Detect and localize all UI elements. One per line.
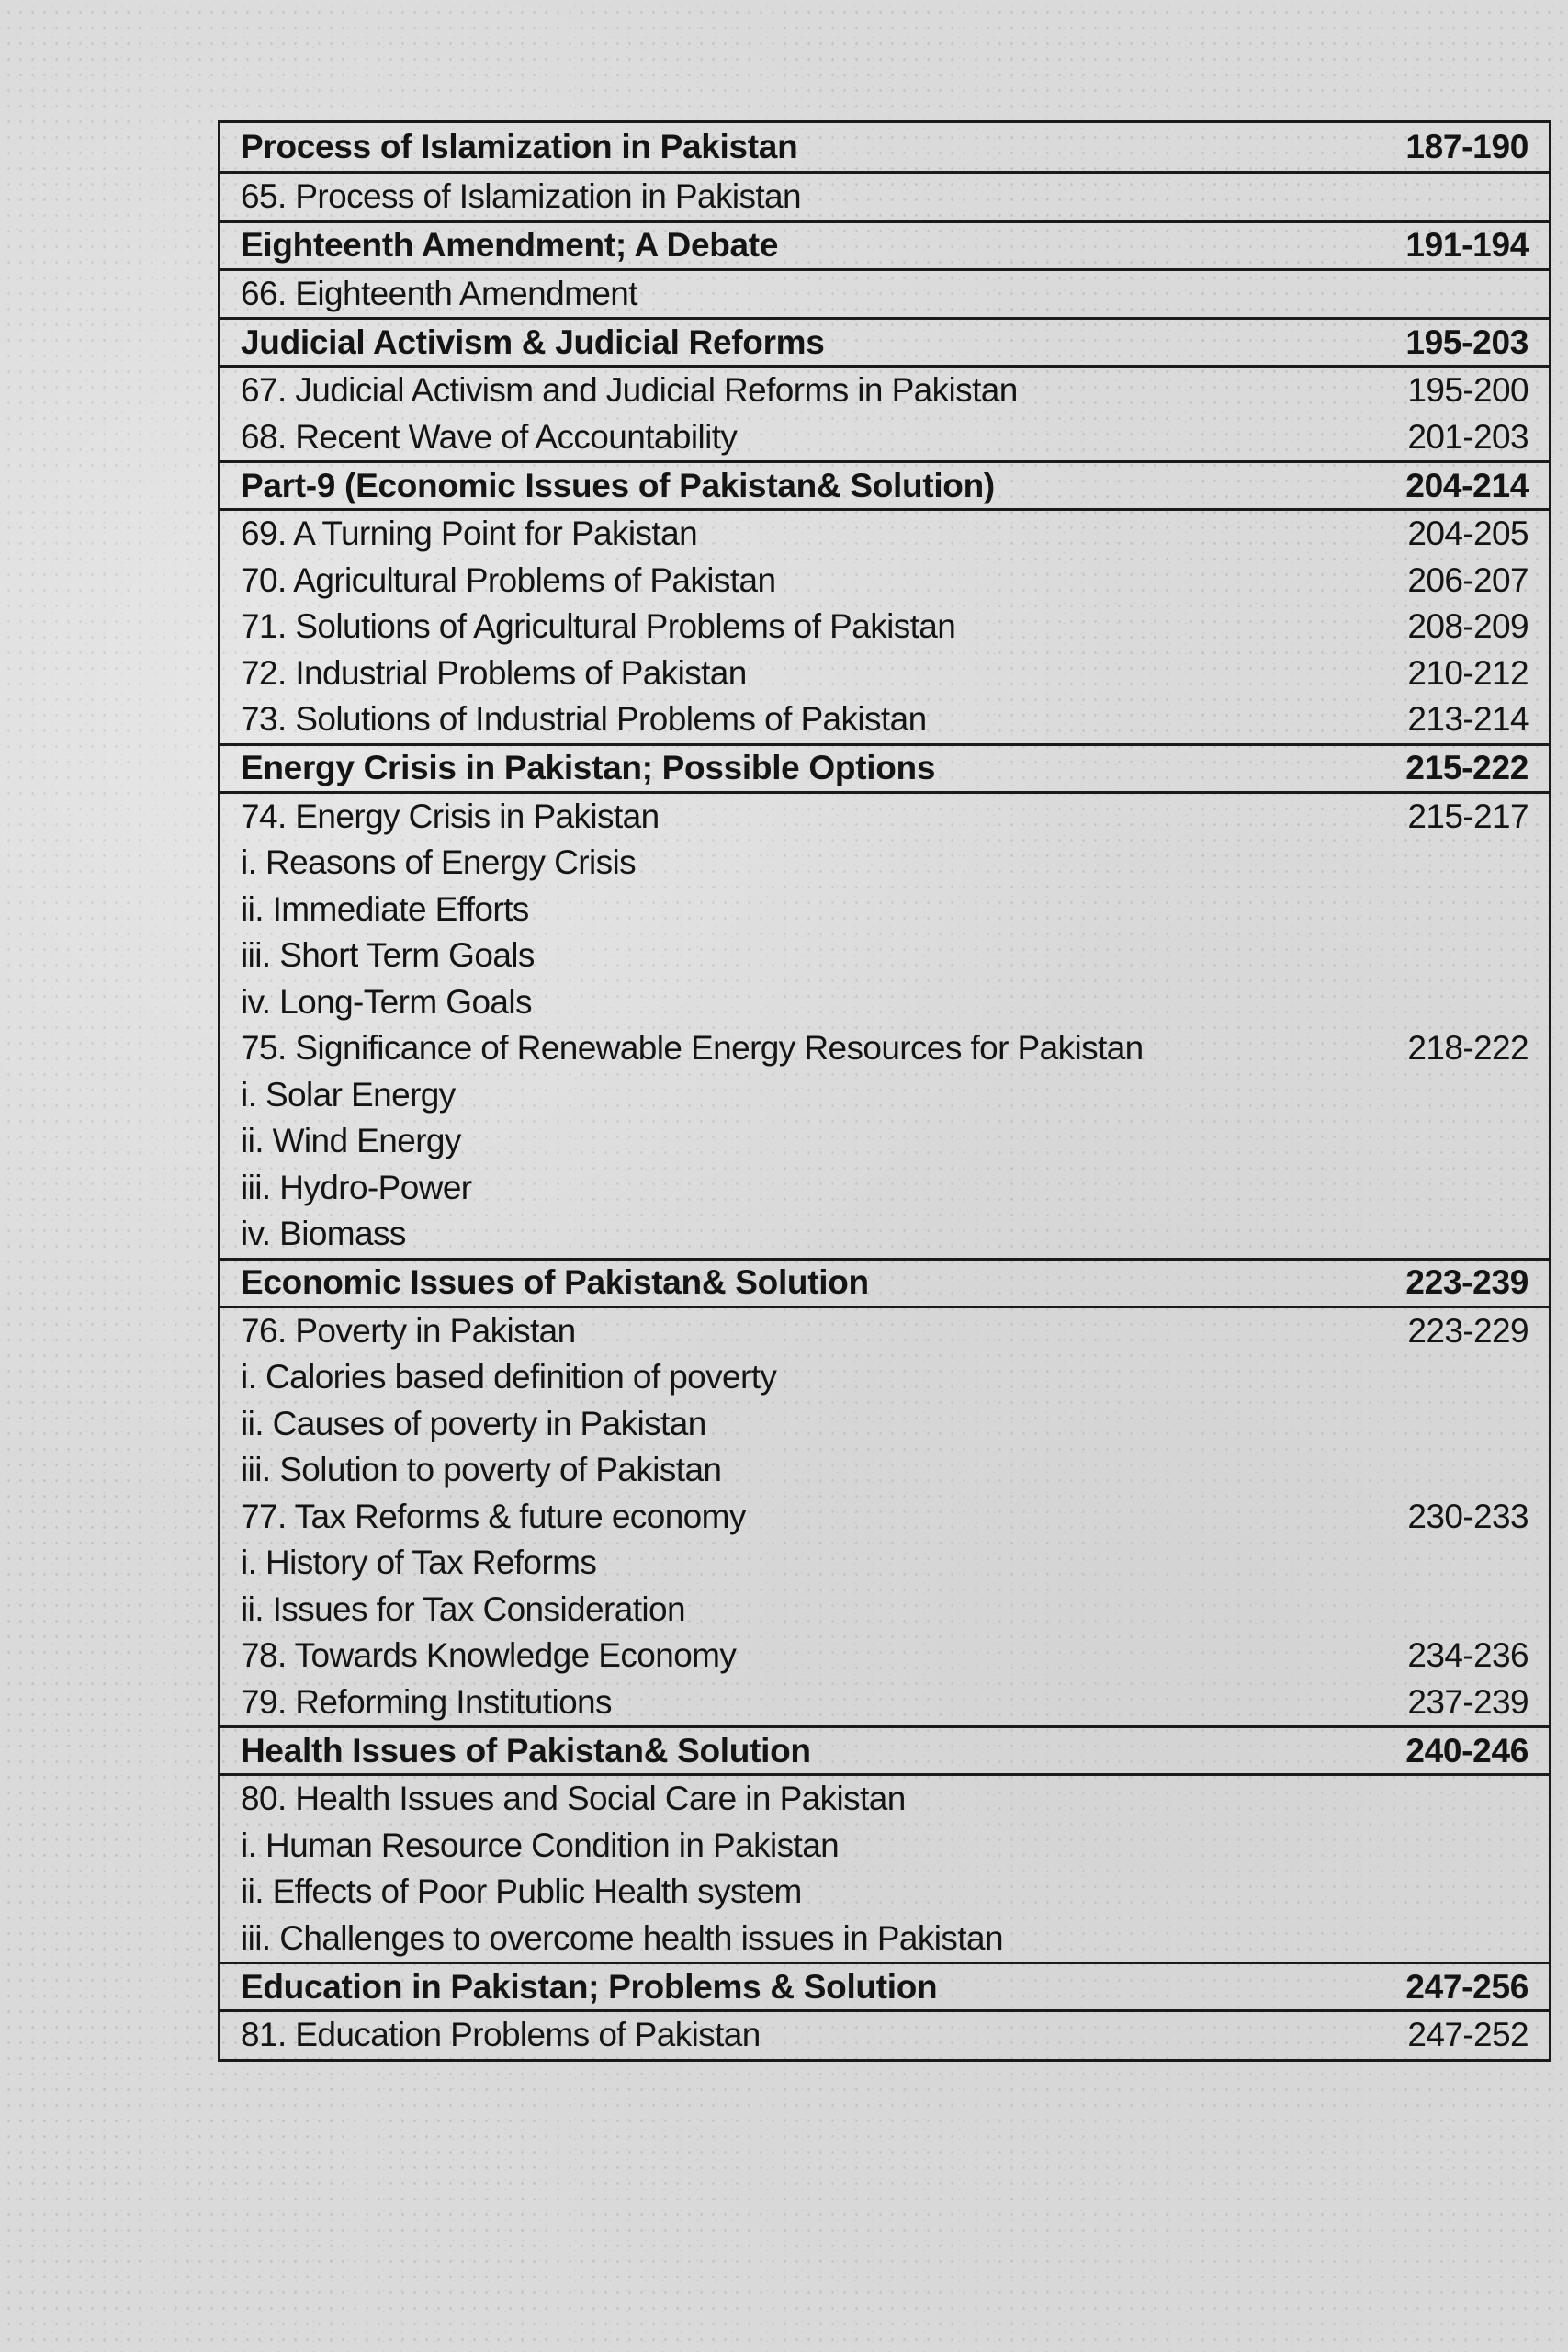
toc-entry [241, 1679, 1529, 1726]
entry-title: 69. A Turning Point for Pakistan [241, 514, 698, 553]
entry-title: 73. Solutions of Industrial Problems of Pakistan [241, 700, 927, 739]
entry-page-range: 210-212 [1407, 653, 1529, 692]
toc-entry [241, 1401, 1529, 1448]
section-heading-row [220, 317, 1549, 365]
section-heading-row [220, 743, 1549, 791]
entry-title: 70. Agricultural Problems of Pakistan [241, 560, 776, 599]
toc-entry [241, 2012, 1529, 2059]
toc-entry [241, 1308, 1529, 1355]
toc-entry [241, 1916, 1529, 1962]
toc-entry [241, 1776, 1529, 1823]
entry-title: 80. Health Issues and Social Care in Pakistan [241, 1780, 906, 1818]
entry-title: ii. Causes of poverty in Pakistan [241, 1404, 706, 1442]
toc-entry [241, 414, 1529, 461]
toc-entry [241, 1447, 1529, 1494]
toc-entry [241, 174, 1529, 220]
section-heading-row [220, 1725, 1549, 1773]
section-heading-row [220, 460, 1549, 508]
toc-entry [241, 650, 1529, 697]
entry-title: i. Human Resource Condition in Pakistan [241, 1826, 840, 1864]
toc-entry [241, 511, 1529, 558]
entry-page-range: 201-203 [1407, 417, 1529, 456]
section-heading: Education in Pakistan; Problems & Solution [241, 1967, 938, 2006]
entry-page-range: 215-217 [1407, 797, 1529, 835]
entry-page-range: 237-239 [1407, 1682, 1529, 1721]
section-entries [220, 268, 1549, 318]
section-page-range: 247-256 [1405, 1967, 1529, 2006]
entry-title: 75. Significance of Renewable Energy Resources for Pakistan [241, 1029, 1144, 1068]
entry-page-range: 234-236 [1407, 1636, 1529, 1675]
toc-entry [241, 1118, 1529, 1165]
toc-entry [241, 1494, 1529, 1541]
section-page-range: 240-246 [1405, 1731, 1529, 1770]
toc-entry [241, 794, 1529, 841]
section-entries [220, 1773, 1549, 1962]
entry-page-range: 247-252 [1407, 2016, 1529, 2054]
toc-entry [241, 1211, 1529, 1258]
entry-title: 74. Energy Crisis in Pakistan [241, 797, 660, 835]
entry-page-range: 195-200 [1407, 371, 1529, 410]
entry-title: ii. Wind Energy [241, 1122, 461, 1160]
entry-page-range: 206-207 [1407, 560, 1529, 599]
entry-page-range: 230-233 [1407, 1497, 1529, 1535]
entry-title: 77. Tax Reforms & future economy [241, 1497, 746, 1535]
section-heading: Economic Issues of Pakistan& Solution [241, 1263, 869, 1301]
entry-title: 68. Recent Wave of Accountability [241, 417, 738, 456]
entry-title: i. Reasons of Energy Crisis [241, 843, 637, 882]
entry-title: 66. Eighteenth Amendment [241, 274, 637, 312]
section-heading: Process of Islamization in Pakistan [241, 128, 798, 165]
entry-page-range: 208-209 [1407, 607, 1529, 646]
toc-entry [241, 1633, 1529, 1679]
section-heading-row [220, 123, 1549, 171]
toc-entry [241, 1823, 1529, 1870]
toc-entry [241, 933, 1529, 979]
toc-entry [241, 1869, 1529, 1916]
section-page-range: 191-194 [1405, 226, 1529, 264]
entry-page-range: 218-222 [1407, 1029, 1529, 1068]
section-heading-row [220, 1258, 1549, 1306]
toc-entry [241, 1587, 1529, 1634]
entry-title: 67. Judicial Activism and Judicial Reforms in Pakistan [241, 371, 1018, 410]
section-heading-row [220, 1962, 1549, 2009]
entry-title: 71. Solutions of Agricultural Problems of Pakistan [241, 607, 956, 646]
entry-title: iv. Biomass [241, 1215, 406, 1253]
toc-entry [241, 558, 1529, 605]
section-page-range: 187-190 [1405, 128, 1529, 165]
entry-title: i. History of Tax Reforms [241, 1544, 597, 1582]
toc-entry [241, 1072, 1529, 1119]
table-of-contents [218, 120, 1551, 2062]
section-heading-row [220, 220, 1549, 268]
entry-title: ii. Immediate Efforts [241, 889, 529, 928]
entry-title: ii. Issues for Tax Consideration [241, 1589, 685, 1628]
toc-entry [241, 368, 1529, 414]
entry-title: i. Calories based definition of poverty [241, 1358, 777, 1396]
entry-title: iii. Short Term Goals [241, 936, 535, 975]
section-heading: Eighteenth Amendment; A Debate [241, 226, 779, 264]
toc-entry [241, 604, 1529, 650]
section-heading: Part-9 (Economic Issues of Pakistan& Solution) [241, 466, 995, 504]
section-heading: Health Issues of Pakistan& Solution [241, 1731, 811, 1770]
section-entries [220, 365, 1549, 460]
entry-page-range: 213-214 [1407, 700, 1529, 739]
entry-page-range: 204-205 [1407, 514, 1529, 553]
entry-title: 76. Poverty in Pakistan [241, 1311, 576, 1350]
toc-entry [241, 1540, 1529, 1587]
section-entries [220, 171, 1549, 220]
entry-title: 65. Process of Islamization in Pakistan [241, 177, 802, 216]
entry-title: 72. Industrial Problems of Pakistan [241, 653, 747, 692]
section-page-range: 204-214 [1405, 466, 1529, 504]
entry-page-range: 223-229 [1407, 1311, 1529, 1350]
section-entries [220, 508, 1549, 743]
entry-title: 78. Towards Knowledge Economy [241, 1636, 737, 1675]
entry-title: 79. Reforming Institutions [241, 1682, 612, 1721]
toc-entry [241, 1165, 1529, 1212]
toc-entry [241, 1025, 1529, 1072]
section-heading: Judicial Activism & Judicial Reforms [241, 322, 825, 361]
section-entries [220, 1306, 1549, 1726]
toc-entry [241, 1354, 1529, 1401]
toc-entry [241, 979, 1529, 1026]
entry-title: iii. Solution to poverty of Pakistan [241, 1451, 722, 1489]
entry-title: 81. Education Problems of Pakistan [241, 2016, 761, 2054]
section-page-range: 195-203 [1405, 322, 1529, 361]
section-entries [220, 2009, 1549, 2059]
section-page-range: 223-239 [1405, 1263, 1529, 1301]
entry-title: i. Solar Energy [241, 1075, 456, 1114]
entry-title: iv. Long-Term Goals [241, 982, 532, 1021]
entry-title: iii. Challenges to overcome health issues in Pakistan [241, 1918, 1003, 1957]
toc-entry [241, 271, 1529, 318]
toc-entry [241, 696, 1529, 743]
section-entries [220, 791, 1549, 1258]
section-page-range: 215-222 [1405, 749, 1529, 786]
toc-entry [241, 887, 1529, 933]
toc-entry [241, 840, 1529, 887]
entry-title: iii. Hydro-Power [241, 1168, 472, 1206]
entry-title: ii. Effects of Poor Public Health system [241, 1872, 802, 1911]
section-heading: Energy Crisis in Pakistan; Possible Options [241, 749, 936, 786]
